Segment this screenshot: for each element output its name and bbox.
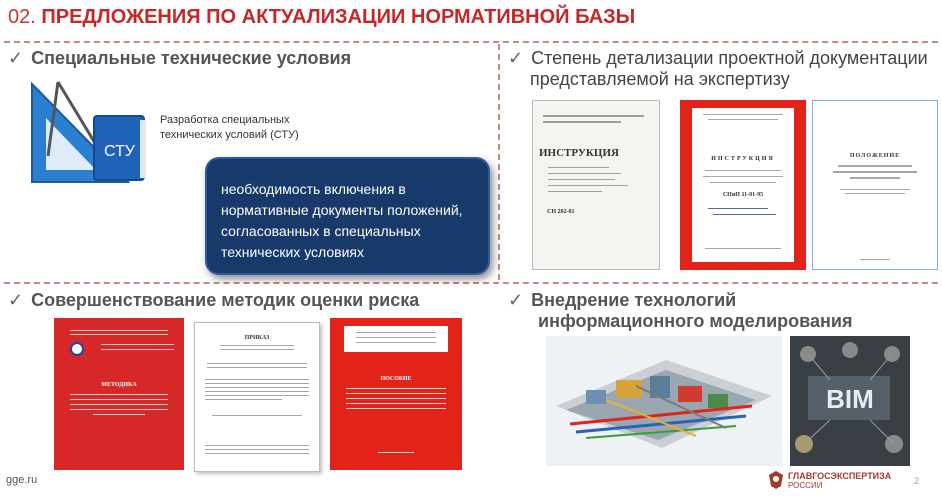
doc-instruction-snip (680, 100, 806, 270)
section-risk-title: Совершенствование методик оценки риска (31, 290, 420, 310)
divider-vertical (498, 44, 500, 280)
doc2-title: ИНСТРУКЦИЯ (711, 156, 775, 162)
section-stu-title: Специальные технические условия (31, 48, 352, 68)
stu-caption (160, 113, 299, 143)
title-text: ПРЕДЛОЖЕНИЯ ПО АКТУАЛИЗАЦИИ НОРМАТИВНОЙ БАЗЫ (41, 6, 636, 28)
bim-model-image (546, 336, 782, 466)
section-stu-heading (8, 48, 351, 69)
org-country: РОССИИ (788, 481, 823, 490)
section-detail-title-line2: представляемой на экспертизу (530, 69, 790, 89)
stu-caption-line2: технических условий (СТУ) (160, 129, 299, 141)
stu-callout: необходимость включения в нормативные документы положений, согласованных в специальных технических условиях (205, 157, 490, 275)
page-number: 2 (914, 476, 920, 486)
check-icon: ✓ (8, 48, 24, 68)
doc-posobie (330, 318, 462, 470)
stu-caption-line1: Разработка специальных (160, 114, 290, 126)
org-name: ГЛАВГОСЭКСПЕРТИЗА (788, 471, 892, 481)
page-title (8, 6, 635, 29)
doc-metodika (54, 318, 184, 470)
check-icon: ✓ (508, 290, 524, 310)
section-bim-title-line1: Внедрение технологий (531, 290, 737, 310)
doc3-title: ПОЛОЖЕНИЕ (849, 153, 901, 159)
bim-logo-text: BIM (826, 384, 874, 414)
section-bim-heading (508, 290, 852, 332)
section-risk-heading (8, 290, 419, 311)
emblem-icon (768, 470, 784, 490)
doc-instruction-sn (532, 100, 660, 270)
title-number: 02. (8, 6, 36, 28)
bim-logo-image (790, 336, 910, 466)
doc2-code: СНиП 11-01-95 (722, 192, 764, 198)
risk-doc3-title: ПОСОБИЕ (380, 376, 412, 382)
divider-top (4, 41, 938, 43)
doc-prikaz (194, 322, 320, 472)
check-icon: ✓ (8, 290, 24, 310)
doc-polozhenie (812, 100, 938, 270)
doc1-title: ИНСТРУКЦИЯ (539, 147, 619, 159)
risk-doc2-title: ПРИКАЗ (244, 335, 270, 341)
risk-doc1-title: МЕТОДИКА (101, 382, 137, 388)
emblem-icon (70, 342, 84, 356)
section-detail-heading (508, 48, 938, 90)
divider-middle (4, 282, 938, 284)
org-logo (768, 470, 908, 492)
check-icon: ✓ (508, 48, 524, 68)
section-detail-title-line1: Степень детализации проектной документации (531, 48, 928, 68)
book-label: СТУ (104, 143, 135, 160)
doc1-code: СН 202-81 (547, 209, 575, 215)
section-bim-title-line2: информационного моделирования (538, 311, 853, 331)
footer-site-link[interactable]: gge.ru (6, 474, 38, 486)
stu-illustration (28, 78, 158, 188)
